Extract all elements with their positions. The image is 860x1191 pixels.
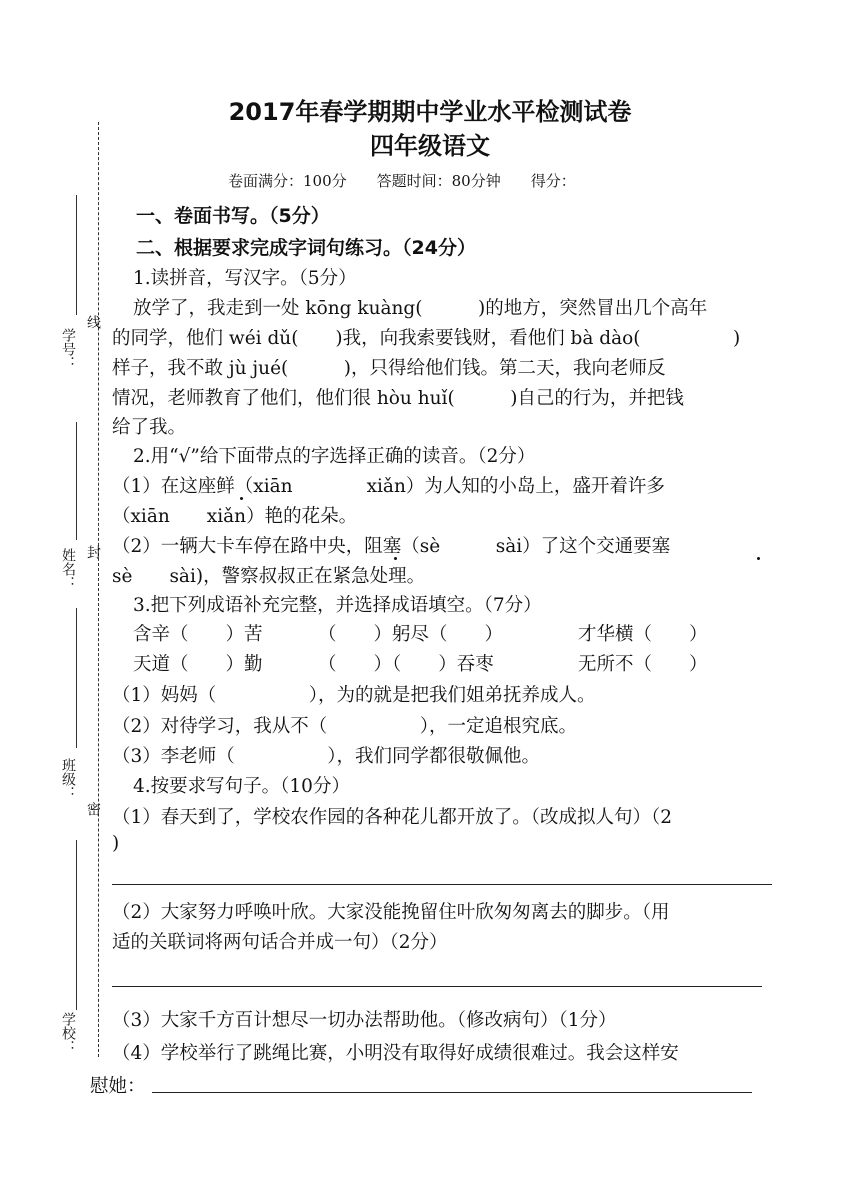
binding-dashed-line xyxy=(98,122,99,1057)
xingming-underline xyxy=(76,422,77,540)
q1-heading: 1.读拼音，写汉字。（5分） xyxy=(133,268,357,289)
q2-line-1: （1）在这座鲜（xiān xiǎn）为人知的小岛上，盛开着许多 xyxy=(112,476,665,497)
section-1-heading: 一、卷面书写。（5分） xyxy=(136,205,330,227)
q3-line-2: （2）对待学习，我从不（ ），一定追根究底。 xyxy=(112,716,578,737)
label-xian: 线 xyxy=(85,315,101,329)
q4-line-4: （4）学校举行了跳绳比赛，小明没有取得好成绩很难过。我会这样安 xyxy=(112,1043,679,1064)
page-title: 2017年春学期期中学业水平检测试卷 xyxy=(228,98,632,126)
label-mi: 密 xyxy=(85,802,101,816)
q4-line-1: （1）春天到了，学校农作园的各种花儿都开放了。（改成拟人句）（2 xyxy=(112,807,673,828)
banji-underline xyxy=(76,608,77,748)
q1-line-4: 情况，老师教育了他们，他们很 hòu huǐ( )自己的行为，并把钱 xyxy=(112,388,684,409)
emphasis-dot xyxy=(240,497,243,500)
label-xuehao: 学号： xyxy=(60,328,76,370)
q1-line-5: 给了我。 xyxy=(112,417,187,438)
q4-heading: 4.按要求写句子。（10分） xyxy=(133,776,350,797)
answer-line-2[interactable] xyxy=(112,986,762,987)
q4-line-2-cont: 适的关联词将两句话合并成一句）（2分） xyxy=(112,932,448,953)
q3-line-1: （1）妈妈（ ），为的就是把我们姐弟抚养成人。 xyxy=(112,685,596,706)
xuehao-underline xyxy=(76,195,77,315)
answer-line-1[interactable] xyxy=(112,884,772,885)
page-subtitle: 四年级语文 xyxy=(370,132,490,160)
emphasis-dot xyxy=(757,557,760,560)
idiom-5: （ ）（ ）吞枣 xyxy=(318,654,494,675)
label-feng: 封 xyxy=(85,545,101,559)
idiom-6: 无所不（ ） xyxy=(578,654,708,675)
label-banji: 班级： xyxy=(60,758,76,800)
emphasis-dot xyxy=(394,557,397,560)
idiom-3: 才华横（ ） xyxy=(578,624,708,645)
exam-meta: 卷面满分：100分 答题时间：80分钟 得分： xyxy=(228,172,576,190)
q2-line-3: （2）一辆大卡车停在路中央，阻塞（sè sài）了这个交通要塞 xyxy=(112,536,671,557)
q3-line-3: （3）李老师（ ），我们同学都很敬佩他。 xyxy=(112,746,541,767)
q1-line-2: 的同学，他们 wéi dǔ( )我，向我索要钱财，看他们 bà dào( ) xyxy=(112,328,741,349)
answer-line-3[interactable] xyxy=(152,1092,752,1093)
label-xuexiao: 学校： xyxy=(60,1012,76,1054)
label-xingming: 姓名： xyxy=(60,548,76,590)
section-2-heading: 二、根据要求完成字词句练习。（24分） xyxy=(136,237,476,259)
q2-heading: 2.用“√”给下面带点的字选择正确的读音。（2分） xyxy=(133,446,536,467)
idiom-4: 天道（ ）勤 xyxy=(133,654,263,675)
q4-line-1-cont: ) xyxy=(112,833,120,854)
q3-heading: 3.把下列成语补充完整，并选择成语填空。（7分） xyxy=(133,595,542,616)
idiom-1: 含辛（ ）苦 xyxy=(133,624,263,645)
q4-line-4-cont: 慰她： xyxy=(90,1076,146,1097)
q2-line-2: （xiān xiǎn）艳的花朵。 xyxy=(112,506,358,527)
q4-line-3: （3）大家千方百计想尽一切办法帮助他。（修改病句）（1分） xyxy=(112,1010,617,1031)
q1-line-3: 样子，我不敢 jù jué( )，只得给他们钱。第二天，我向老师反 xyxy=(112,358,666,379)
q2-line-4: sè sài)，警察叔叔正在紧急处理。 xyxy=(112,566,426,587)
q4-line-2: （2）大家努力呼唤叶欣。大家没能挽留住叶欣匆匆离去的脚步。（用 xyxy=(112,902,670,923)
xuexiao-underline xyxy=(76,840,77,1010)
idiom-2: （ ）躬尽（ ） xyxy=(318,624,504,645)
q1-line-1: 放学了，我走到一处 kōng kuàng( )的地方，突然冒出几个高年 xyxy=(133,298,708,319)
